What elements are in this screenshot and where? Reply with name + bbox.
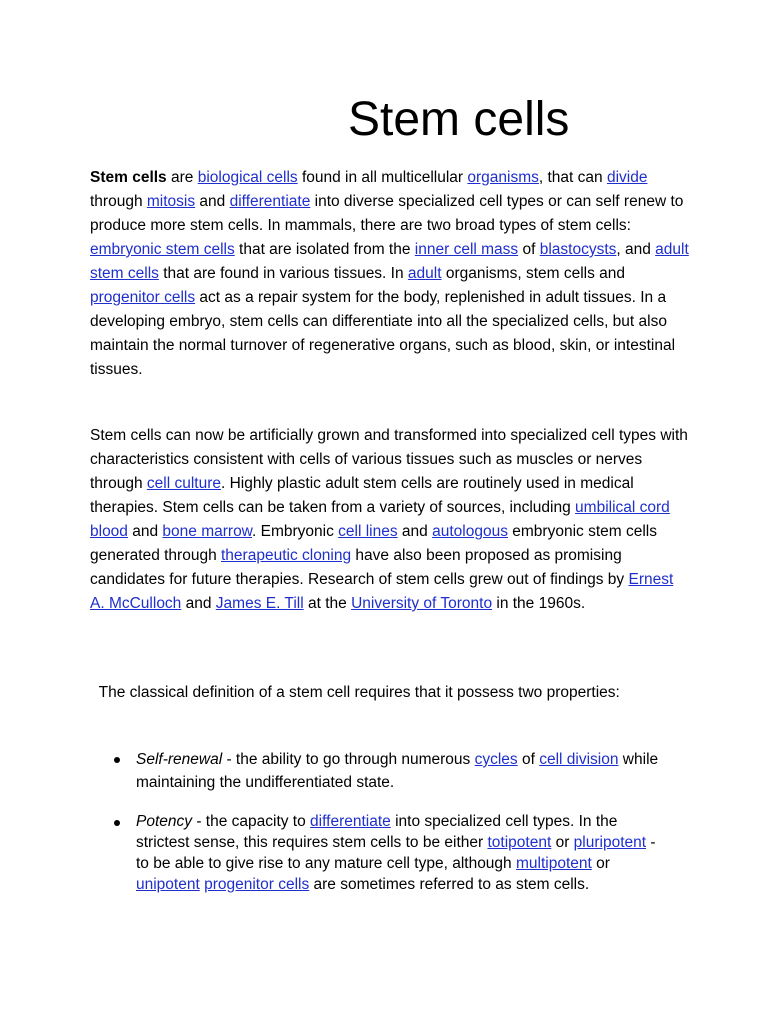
link-mitosis[interactable]: mitosis <box>146 193 196 210</box>
link-bone-marrow[interactable]: bone marrow <box>162 523 253 540</box>
link-progenitor-cells[interactable]: progenitor cells <box>204 876 310 893</box>
text-run: - the capacity to <box>192 813 311 830</box>
properties-list <box>110 748 670 912</box>
text-run: are sometimes referred to as stem cells. <box>309 876 590 893</box>
text-run: into diverse specialized cell types or can self renew to produce more stem cells. In mammals, there are two broad types of stem cells: <box>90 193 684 234</box>
list-item-text <box>136 748 670 794</box>
link-adult[interactable]: adult <box>407 265 442 282</box>
text-run: into specialized cell types. In the strictest sense, this requires stem cells to be either <box>136 813 618 851</box>
link-divide[interactable]: divide <box>606 169 648 186</box>
link-pluripotent[interactable]: pluripotent <box>573 834 647 851</box>
link-therapeutic-cloning[interactable]: therapeutic cloning <box>221 547 352 564</box>
link-blastocysts[interactable]: blastocysts <box>539 241 617 258</box>
text-run: that are found in various tissues. In <box>158 265 408 282</box>
text-run: - to be able to give rise to any mature cell type, although <box>136 834 656 872</box>
link-autologous[interactable]: autologous <box>432 523 508 540</box>
text-run: and <box>127 523 163 540</box>
text-run: of <box>518 241 540 258</box>
link-cell-division[interactable]: cell division <box>539 751 619 768</box>
text-run: while maintaining the undifferentiated state. <box>136 751 659 791</box>
text-run: of <box>517 751 540 768</box>
text-run: , that can <box>538 169 607 186</box>
text-run: . Embryonic <box>252 523 339 540</box>
link-biological-cells[interactable]: biological cells <box>197 169 298 186</box>
text-run: that are isolated from the <box>234 241 415 258</box>
text-run: are <box>166 169 198 186</box>
text-run: at the <box>303 595 352 612</box>
text-run: have also been proposed as promising candidates for future therapies. Research of stem cells grew out of findings by <box>90 547 629 588</box>
bold-term: Stem cells <box>90 169 167 186</box>
list-item-text <box>136 811 670 895</box>
bullet-dot-icon <box>114 820 120 826</box>
text-run: through <box>90 193 147 210</box>
link-differentiate[interactable]: differentiate <box>310 813 391 830</box>
link-cell-culture[interactable]: cell culture <box>146 475 221 492</box>
link-organisms[interactable]: organisms <box>467 169 539 186</box>
paragraph-intro <box>90 166 690 382</box>
text-run: , and <box>616 241 656 258</box>
link-james-e-till[interactable]: James E. Till <box>215 595 304 612</box>
list-item-potency <box>110 811 670 895</box>
link-adult-stem-cells[interactable]: adult stem cells <box>90 241 689 282</box>
text-run: - the ability to go through numerous <box>222 751 475 768</box>
link-ernest-a-mcculloch[interactable]: Ernest A. McCulloch <box>90 571 674 612</box>
link-umbilical-cord-blood[interactable]: umbilical cord blood <box>90 499 670 540</box>
link-progenitor-cells[interactable]: progenitor cells <box>90 289 196 306</box>
link-embryonic-stem-cells[interactable]: embryonic stem cells <box>90 241 235 258</box>
text-run: and <box>397 523 433 540</box>
text-run: in the 1960s. <box>492 595 586 612</box>
link-totipotent[interactable]: totipotent <box>487 834 552 851</box>
text-run: Stem cells can now be artificially grown and transformed into specialized cell types with characteristics consistent with cells of various tissues such as muscles or nerves through <box>90 427 688 492</box>
italic-term: Potency <box>136 813 193 830</box>
text-run: organisms, stem cells and <box>441 265 626 282</box>
italic-term: Self-renewal <box>136 751 223 768</box>
text-run: or <box>591 855 610 872</box>
link-cycles[interactable]: cycles <box>474 751 518 768</box>
bullet-dot-icon <box>114 757 120 763</box>
text-run: The classical definition of a stem cell requires that it possess two properties: <box>90 684 620 701</box>
link-university-of-toronto[interactable]: University of Toronto <box>351 595 493 612</box>
paragraph-research <box>90 424 690 616</box>
text-run: and <box>181 595 216 612</box>
link-differentiate[interactable]: differentiate <box>229 193 311 210</box>
text-run: . Highly plastic adult stem cells are routinely used in medical therapies. Stem cells can be taken from a variety of sources, including <box>90 475 634 516</box>
text-run: and <box>195 193 230 210</box>
text-run: embryonic stem cells generated through <box>90 523 657 564</box>
text-run: found in all multicellular <box>297 169 468 186</box>
text-run: act as a repair system for the body, replenished in adult tissues. In a developing embryo, stem cells can differentiate into all the specialized cells, but also maintain the normal turnover of regenerative organs, such as blood, skin, or intestinal tissues. <box>90 289 676 378</box>
list-item-self-renewal <box>110 748 670 794</box>
link-inner-cell-mass[interactable]: inner cell mass <box>414 241 519 258</box>
page-title: Stem cells <box>348 93 570 146</box>
link-cell-lines[interactable]: cell lines <box>338 523 398 540</box>
paragraph-definition <box>90 681 650 705</box>
link-multipotent[interactable]: multipotent <box>515 855 592 872</box>
link-unipotent[interactable]: unipotent <box>136 876 200 893</box>
text-run: or <box>551 834 574 851</box>
